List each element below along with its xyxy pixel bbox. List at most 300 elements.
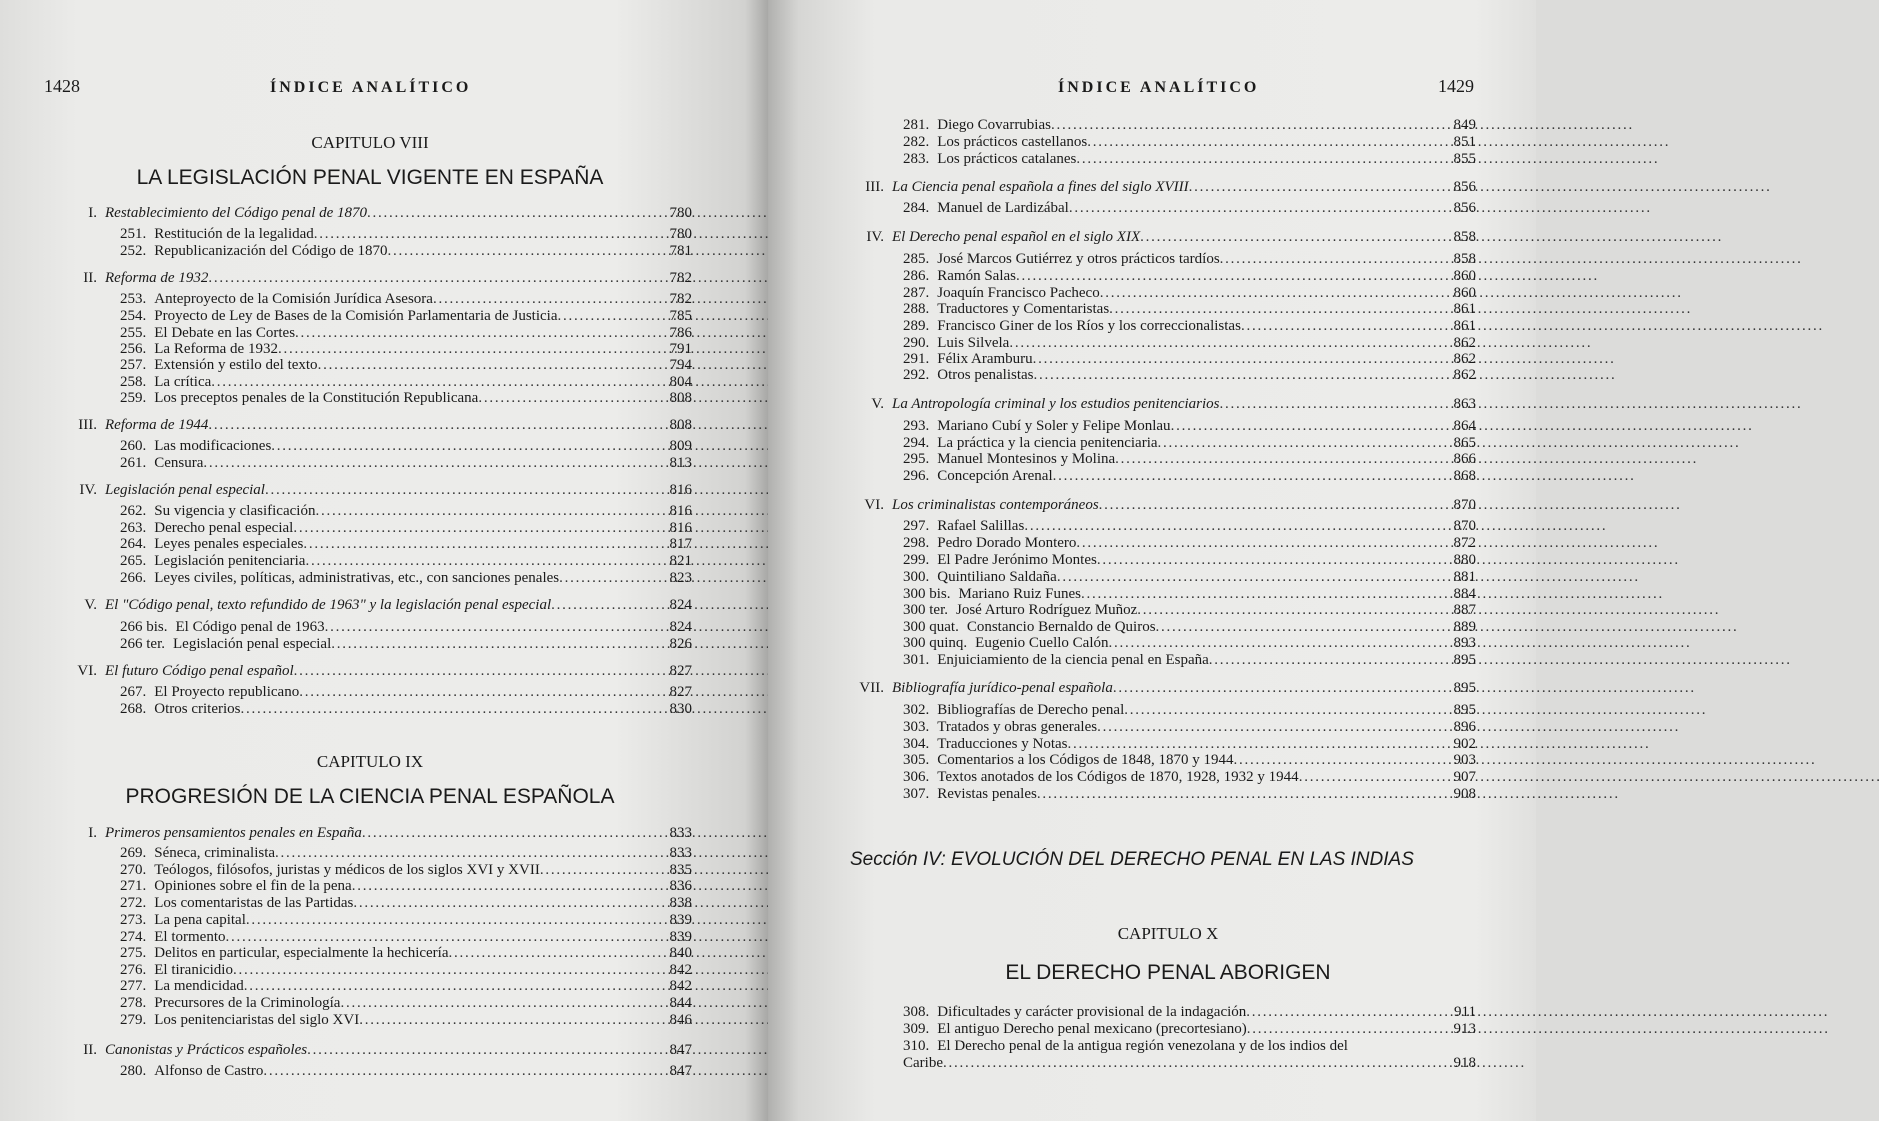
- entry-title: Teólogos, filósofos, juristas y médicos de los siglos XVI y XVII: [154, 862, 540, 878]
- entry-page: 824: [669, 619, 692, 635]
- entry-page: 895: [1453, 652, 1476, 668]
- entry-title: El Derecho penal de la antigua región venezolana y de los indios del: [937, 1038, 1348, 1054]
- leader-dots: [233, 962, 813, 979]
- entry-page: 838: [669, 895, 692, 911]
- entry-title: Caribe: [903, 1055, 943, 1071]
- section-numeral: V.: [84, 597, 97, 613]
- entry-page: 893: [1453, 635, 1476, 651]
- entry-title: Restablecimiento del Código penal de 1870: [105, 205, 368, 221]
- entry-page: 870: [1453, 518, 1476, 534]
- entry-title: Legislación penal especial: [173, 636, 332, 652]
- entry-page: 880: [1453, 552, 1476, 568]
- entry-number: 288.: [903, 301, 930, 317]
- entry-number: 272.: [120, 895, 147, 911]
- leader-dots: [1109, 635, 1689, 652]
- entry-title: Otros criterios: [154, 701, 241, 717]
- entry-number: 274.: [120, 929, 147, 945]
- entry-page: 862: [1453, 335, 1476, 351]
- entry-title: Los penitenciaristas del siglo XVI: [154, 1012, 360, 1028]
- leader-dots: [1076, 151, 1656, 168]
- leader-dots: [1189, 179, 1769, 196]
- entry-page: 809: [669, 438, 692, 454]
- toc-entry: [903, 752, 1476, 769]
- entry-number: 256.: [120, 341, 147, 357]
- leader-dots: [1099, 497, 1679, 514]
- entry-number: 262.: [120, 503, 147, 519]
- entry-page: 851: [1453, 134, 1476, 150]
- entry-title: La crítica: [154, 374, 212, 390]
- entry-number: 276.: [120, 962, 147, 978]
- toc-entry: [903, 468, 1476, 485]
- toc-entry: [903, 1038, 1426, 1055]
- entry-title: Dificultades y carácter provisional de la indagación: [937, 1004, 1247, 1020]
- entry-title: La práctica y la ciencia penitenciaria: [937, 435, 1158, 451]
- leader-dots: [246, 912, 826, 929]
- entry-title: Censura: [154, 455, 204, 471]
- entry-title: Ramón Salas: [937, 268, 1016, 284]
- toc-entry: [903, 418, 1476, 435]
- toc-entry: [903, 569, 1476, 586]
- entry-page: 816: [669, 482, 692, 498]
- entry-page: 827: [669, 663, 692, 679]
- leader-dots: [226, 929, 806, 946]
- entry-page: 902: [1453, 736, 1476, 752]
- entry-title: Las modificaciones: [154, 438, 272, 454]
- entry-page: 913: [1453, 1021, 1476, 1037]
- toc-entry: [120, 1063, 692, 1080]
- entry-number: 280.: [120, 1063, 147, 1079]
- entry-page: 839: [669, 912, 692, 928]
- entry-number: 303.: [903, 719, 930, 735]
- chapter-label: CAPITULO X: [1117, 924, 1219, 943]
- entry-page: 872: [1453, 535, 1476, 551]
- entry-title: Enjuiciamiento de la ciencia penal en España: [937, 652, 1209, 668]
- entry-number: 308.: [903, 1004, 930, 1020]
- section-numeral: IV.: [866, 229, 884, 245]
- leader-dots: [1109, 301, 1689, 318]
- entry-page: 833: [669, 845, 692, 861]
- entry-title: Constancio Bernaldo de Quiros: [966, 619, 1156, 635]
- toc-entry: [120, 341, 692, 358]
- toc-entry: [120, 845, 692, 862]
- entry-number: 287.: [903, 285, 930, 301]
- toc-entry: [120, 619, 692, 636]
- entry-title: Quintiliano Saldaña: [937, 569, 1057, 585]
- entry-page: 862: [1453, 351, 1476, 367]
- entry-title: Proyecto de Ley de Bases de la Comisión Parlamentaria de Justicia: [154, 308, 558, 324]
- page-number: 1428: [44, 76, 80, 96]
- entry-title: Francisco Giner de los Ríos y los correccionalistas: [937, 318, 1241, 334]
- toc-entry: [120, 536, 692, 553]
- entry-title: Bibliografías de Derecho penal: [937, 702, 1125, 718]
- toc-section-entry: [77, 663, 692, 680]
- toc-section-entry: [79, 482, 692, 499]
- entry-number: 282.: [903, 134, 930, 150]
- entry-page: 821: [669, 553, 692, 569]
- leader-dots: [1299, 769, 1879, 786]
- entry-page: 780: [669, 226, 692, 242]
- entry-title: Otros penalistas: [937, 367, 1034, 383]
- toc-entry: [120, 553, 692, 570]
- entry-title: Tratados y obras generales: [937, 719, 1098, 735]
- leader-dots: [1069, 200, 1649, 217]
- toc-entry: [120, 929, 692, 946]
- entry-page: 884: [1453, 586, 1476, 602]
- toc-entry: [903, 301, 1476, 318]
- leader-dots: [1241, 318, 1821, 335]
- entry-page: 856: [1453, 200, 1476, 216]
- toc-entry: [120, 701, 692, 718]
- section-numeral: V.: [871, 396, 884, 412]
- entry-number: 304.: [903, 736, 930, 752]
- leader-dots: [1113, 680, 1693, 697]
- toc-entry: [120, 636, 692, 653]
- entry-title: Manuel Montesinos y Molina: [937, 451, 1116, 467]
- section-numeral: IV.: [79, 482, 97, 498]
- entry-title: Restitución de la legalidad: [154, 226, 314, 242]
- entry-title: Delitos en particular, especialmente la hechicería: [154, 945, 449, 961]
- entry-number: 286.: [903, 268, 930, 284]
- leader-dots: [1033, 367, 1613, 384]
- entry-number: 254.: [120, 308, 147, 324]
- entry-title: La pena capital: [154, 912, 246, 928]
- entry-number: 295.: [903, 451, 930, 467]
- entry-title: Rafael Salillas: [937, 518, 1025, 534]
- entry-page: 816: [669, 520, 692, 536]
- toc-entry: [903, 435, 1476, 452]
- entry-number: 279.: [120, 1012, 147, 1028]
- entry-title: Manuel de Lardizábal: [937, 200, 1069, 216]
- leader-dots: [211, 374, 791, 391]
- leader-dots: [244, 978, 824, 995]
- entry-page: 866: [1453, 451, 1476, 467]
- leader-dots: [263, 1063, 843, 1080]
- entry-title: El tormento: [154, 929, 226, 945]
- leader-dots: [1024, 518, 1604, 535]
- entry-number: 296.: [903, 468, 930, 484]
- toc-entry: [120, 390, 692, 407]
- entry-number: 285.: [903, 251, 930, 267]
- toc-entry: [120, 570, 692, 587]
- entry-title: Su vigencia y clasificación: [154, 503, 316, 519]
- leader-dots: [1033, 351, 1613, 368]
- leader-dots: [1220, 251, 1800, 268]
- toc-section-entry: [88, 825, 692, 842]
- entry-title: La Reforma de 1932: [154, 341, 278, 357]
- entry-page: 868: [1453, 468, 1476, 484]
- section-numeral: I.: [88, 205, 97, 221]
- entry-title: Revistas penales: [937, 786, 1037, 802]
- toc-entry: [903, 117, 1476, 134]
- entry-number: 257.: [120, 357, 147, 373]
- toc-section-entry: [859, 680, 1476, 697]
- toc-entry: [120, 374, 692, 391]
- leader-dots: [208, 417, 788, 434]
- entry-page: 858: [1453, 229, 1476, 245]
- entry-page: 846: [669, 1012, 692, 1028]
- entry-page: 839: [669, 929, 692, 945]
- entry-page: 816: [669, 503, 692, 519]
- toc-entry: [903, 736, 1476, 753]
- entry-number: 268.: [120, 701, 147, 717]
- entry-title: La mendicidad: [154, 978, 244, 994]
- section-numeral: II.: [83, 1042, 97, 1058]
- entry-number: 283.: [903, 151, 930, 167]
- entry-page: 847: [669, 1042, 692, 1058]
- toc-section-entry: [871, 396, 1476, 413]
- toc-entry: [120, 895, 692, 912]
- leader-dots: [1081, 586, 1661, 603]
- toc-section-entry: [83, 1042, 692, 1059]
- section-numeral: VII.: [859, 680, 884, 696]
- entry-title: Precursores de la Criminología: [154, 995, 341, 1011]
- entry-page: 881: [1453, 569, 1476, 585]
- entry-title: El tiranicidio: [154, 962, 233, 978]
- entry-page: 911: [1454, 1004, 1476, 1020]
- toc-entry: [903, 367, 1476, 384]
- leader-dots: [1140, 229, 1720, 246]
- leader-dots: [208, 270, 788, 287]
- entry-number: 292.: [903, 367, 930, 383]
- entry-title: Reforma de 1944: [105, 417, 209, 433]
- entry-page: 826: [669, 636, 692, 652]
- entry-title: Opiniones sobre el fin de la pena: [154, 878, 352, 894]
- leader-dots: [265, 482, 845, 499]
- entry-title: Los preceptos penales de la Constitución Republicana: [154, 390, 479, 406]
- toc-entry: [120, 438, 692, 455]
- toc-entry: [903, 285, 1476, 302]
- leader-dots: [203, 455, 783, 472]
- entry-number: 277.: [120, 978, 147, 994]
- leader-dots: [1016, 268, 1596, 285]
- chapter-title: PROGRESIÓN DE LA CIENCIA PENAL ESPAÑOLA: [125, 785, 615, 808]
- toc-entry: [120, 978, 692, 995]
- entry-title: Los comentaristas de las Partidas: [154, 895, 354, 911]
- entry-number: 258.: [120, 374, 147, 390]
- entry-title: Concepción Arenal: [937, 468, 1053, 484]
- leader-dots: [1220, 396, 1800, 413]
- entry-page: 791: [669, 341, 692, 357]
- leader-dots: [1097, 552, 1677, 569]
- entry-number: 302.: [903, 702, 930, 718]
- toc-entry: [120, 520, 692, 537]
- toc-entry: [120, 455, 692, 472]
- entry-page: 889: [1453, 619, 1476, 635]
- leader-dots: [1097, 719, 1677, 736]
- toc-entry: [120, 325, 692, 342]
- leader-dots: [271, 438, 851, 455]
- entry-number: 291.: [903, 351, 930, 367]
- toc-entry: [903, 786, 1476, 803]
- entry-title: El Padre Jerónimo Montes: [937, 552, 1097, 568]
- leader-dots: [1051, 117, 1631, 134]
- toc-entry: [903, 251, 1476, 268]
- entry-page: 887: [1453, 602, 1476, 618]
- entry-page: 861: [1453, 301, 1476, 317]
- toc-entry: [903, 535, 1476, 552]
- entry-page: 813: [669, 455, 692, 471]
- toc-section-entry: [83, 270, 692, 287]
- entry-number: 275.: [120, 945, 147, 961]
- entry-number: 266 ter.: [120, 636, 165, 652]
- section-numeral: VI.: [77, 663, 97, 679]
- entry-page: 903: [1453, 752, 1476, 768]
- entry-title: Canonistas y Prácticos españoles: [105, 1042, 308, 1058]
- entry-number: 294.: [903, 435, 930, 451]
- entry-title: Leyes penales especiales: [154, 536, 304, 552]
- entry-page: 827: [669, 684, 692, 700]
- toc-entry: [120, 862, 692, 879]
- entry-title: El Proyecto republicano: [154, 684, 300, 700]
- entry-number: 306.: [903, 769, 930, 785]
- entry-number: 284.: [903, 200, 930, 216]
- entry-number: 266 bis.: [120, 619, 168, 635]
- leader-dots: [1247, 1021, 1827, 1038]
- toc-section-entry: [865, 179, 1476, 196]
- entry-title: Luis Silvela: [937, 335, 1010, 351]
- entry-page: 856: [1453, 179, 1476, 195]
- toc-entry: [903, 268, 1476, 285]
- toc-section-entry: [78, 417, 692, 434]
- toc-entry: [903, 719, 1476, 736]
- toc-entry: [120, 684, 692, 701]
- entry-title: Eugenio Cuello Calón: [975, 635, 1109, 651]
- entry-number: 273.: [120, 912, 147, 928]
- entry-page: 823: [669, 570, 692, 586]
- leader-dots: [1234, 752, 1814, 769]
- entry-page: 855: [1453, 151, 1476, 167]
- leader-dots: [1124, 702, 1704, 719]
- leader-dots: [1076, 535, 1656, 552]
- entry-page: 896: [1453, 719, 1476, 735]
- leader-dots: [240, 701, 820, 718]
- entry-number: 300 quat.: [903, 619, 959, 635]
- right-page: [768, 0, 1536, 1121]
- entry-number: 300.: [903, 569, 930, 585]
- entry-title: Reforma de 1932: [105, 270, 209, 286]
- entry-page: 781: [669, 243, 692, 259]
- entry-title: Extensión y estilo del texto: [154, 357, 318, 373]
- entry-number: 252.: [120, 243, 147, 259]
- toc-entry: [903, 518, 1476, 535]
- entry-number: 309.: [903, 1021, 930, 1037]
- entry-title: Los criminalistas contemporáneos: [892, 497, 1099, 513]
- toc-entry: [120, 226, 692, 243]
- entry-page: 918: [1453, 1055, 1476, 1071]
- entry-page: 844: [669, 995, 692, 1011]
- chapter-label: CAPITULO VIII: [311, 133, 429, 152]
- toc-entry: [903, 1004, 1476, 1021]
- entry-title: José Marcos Gutiérrez y otros prácticos tardíos: [937, 251, 1220, 267]
- entry-title: Mariano Cubí y Soler y Felipe Monlau: [937, 418, 1171, 434]
- toc-entry: [120, 945, 692, 962]
- toc-entry: [903, 652, 1476, 669]
- toc-entry: [903, 602, 1476, 619]
- chapter-title: EL DERECHO PENAL ABORIGEN: [1005, 961, 1331, 984]
- entry-number: 264.: [120, 536, 147, 552]
- entry-number: 300 bis.: [903, 586, 951, 602]
- leader-dots: [1246, 1004, 1826, 1021]
- section-numeral: III.: [78, 417, 97, 433]
- entry-title: El Derecho penal español en el siglo XIX: [892, 229, 1141, 245]
- toc-entry: [120, 1012, 692, 1029]
- entry-number: 289.: [903, 318, 930, 334]
- entry-page: 908: [1453, 786, 1476, 802]
- entry-title: Legislación penal especial: [105, 482, 265, 498]
- entry-page: 782: [669, 270, 692, 286]
- entry-page: 836: [669, 878, 692, 894]
- entry-title: Traducciones y Notas: [937, 736, 1068, 752]
- entry-title: Mariano Ruiz Funes: [958, 586, 1081, 602]
- left-page: [0, 0, 768, 1121]
- toc-entry: [903, 318, 1476, 335]
- chapter-title: LA LEGISLACIÓN PENAL VIGENTE EN ESPAÑA: [136, 166, 604, 189]
- toc-entry: [903, 351, 1476, 368]
- toc-entry: [120, 308, 692, 325]
- entry-number: 310.: [903, 1038, 930, 1054]
- section-heading: Sección IV: EVOLUCIÓN DEL DERECHO PENAL EN LAS INDIAS: [850, 849, 1414, 870]
- entry-number: 307.: [903, 786, 930, 802]
- entry-page: 860: [1453, 285, 1476, 301]
- entry-page: 786: [669, 325, 692, 341]
- toc-entry: [903, 635, 1476, 652]
- leader-dots: [1053, 468, 1633, 485]
- entry-page: 864: [1453, 418, 1476, 434]
- toc-entry: [903, 1021, 1476, 1038]
- entry-page: 824: [669, 597, 692, 613]
- entry-number: 251.: [120, 226, 147, 242]
- entry-title: Séneca, criminalista: [154, 845, 276, 861]
- entry-number: 301.: [903, 652, 930, 668]
- leader-dots: [1009, 335, 1589, 352]
- leader-dots: [1209, 652, 1789, 669]
- entry-page: 865: [1453, 435, 1476, 451]
- entry-title: Legislación penitenciaria: [154, 553, 306, 569]
- entry-page: 842: [669, 978, 692, 994]
- entry-page: 804: [669, 374, 692, 390]
- leader-dots: [1137, 602, 1717, 619]
- entry-number: 260.: [120, 438, 147, 454]
- entry-title: Republicanización del Código de 1870: [154, 243, 388, 259]
- toc-entry: [903, 1055, 1476, 1072]
- entry-page: 860: [1453, 268, 1476, 284]
- entry-page: 840: [669, 945, 692, 961]
- entry-title: El antiguo Derecho penal mexicano (precortesiano): [937, 1021, 1247, 1037]
- section-numeral: III.: [865, 179, 884, 195]
- toc-entry: [903, 151, 1476, 168]
- entry-number: 269.: [120, 845, 147, 861]
- entry-page: 863: [1453, 396, 1476, 412]
- entry-title: El futuro Código penal español: [105, 663, 294, 679]
- entry-title: José Arturo Rodríguez Muñoz: [956, 602, 1138, 618]
- leader-dots: [1037, 786, 1617, 803]
- entry-number: 305.: [903, 752, 930, 768]
- entry-number: 293.: [903, 418, 930, 434]
- toc-entry: [903, 552, 1476, 569]
- entry-page: 830: [669, 701, 692, 717]
- entry-number: 300 ter.: [903, 602, 948, 618]
- toc-entry: [120, 878, 692, 895]
- entry-page: 895: [1453, 702, 1476, 718]
- entry-title: La Ciencia penal española a fines del siglo XVIII: [892, 179, 1189, 195]
- entry-number: 265.: [120, 553, 147, 569]
- entry-title: Alfonso de Castro: [154, 1063, 264, 1079]
- entry-number: 271.: [120, 878, 147, 894]
- leader-dots: [1115, 451, 1695, 468]
- entry-page: 862: [1453, 367, 1476, 383]
- entry-number: 300 quinq.: [903, 635, 968, 651]
- entry-number: 299.: [903, 552, 930, 568]
